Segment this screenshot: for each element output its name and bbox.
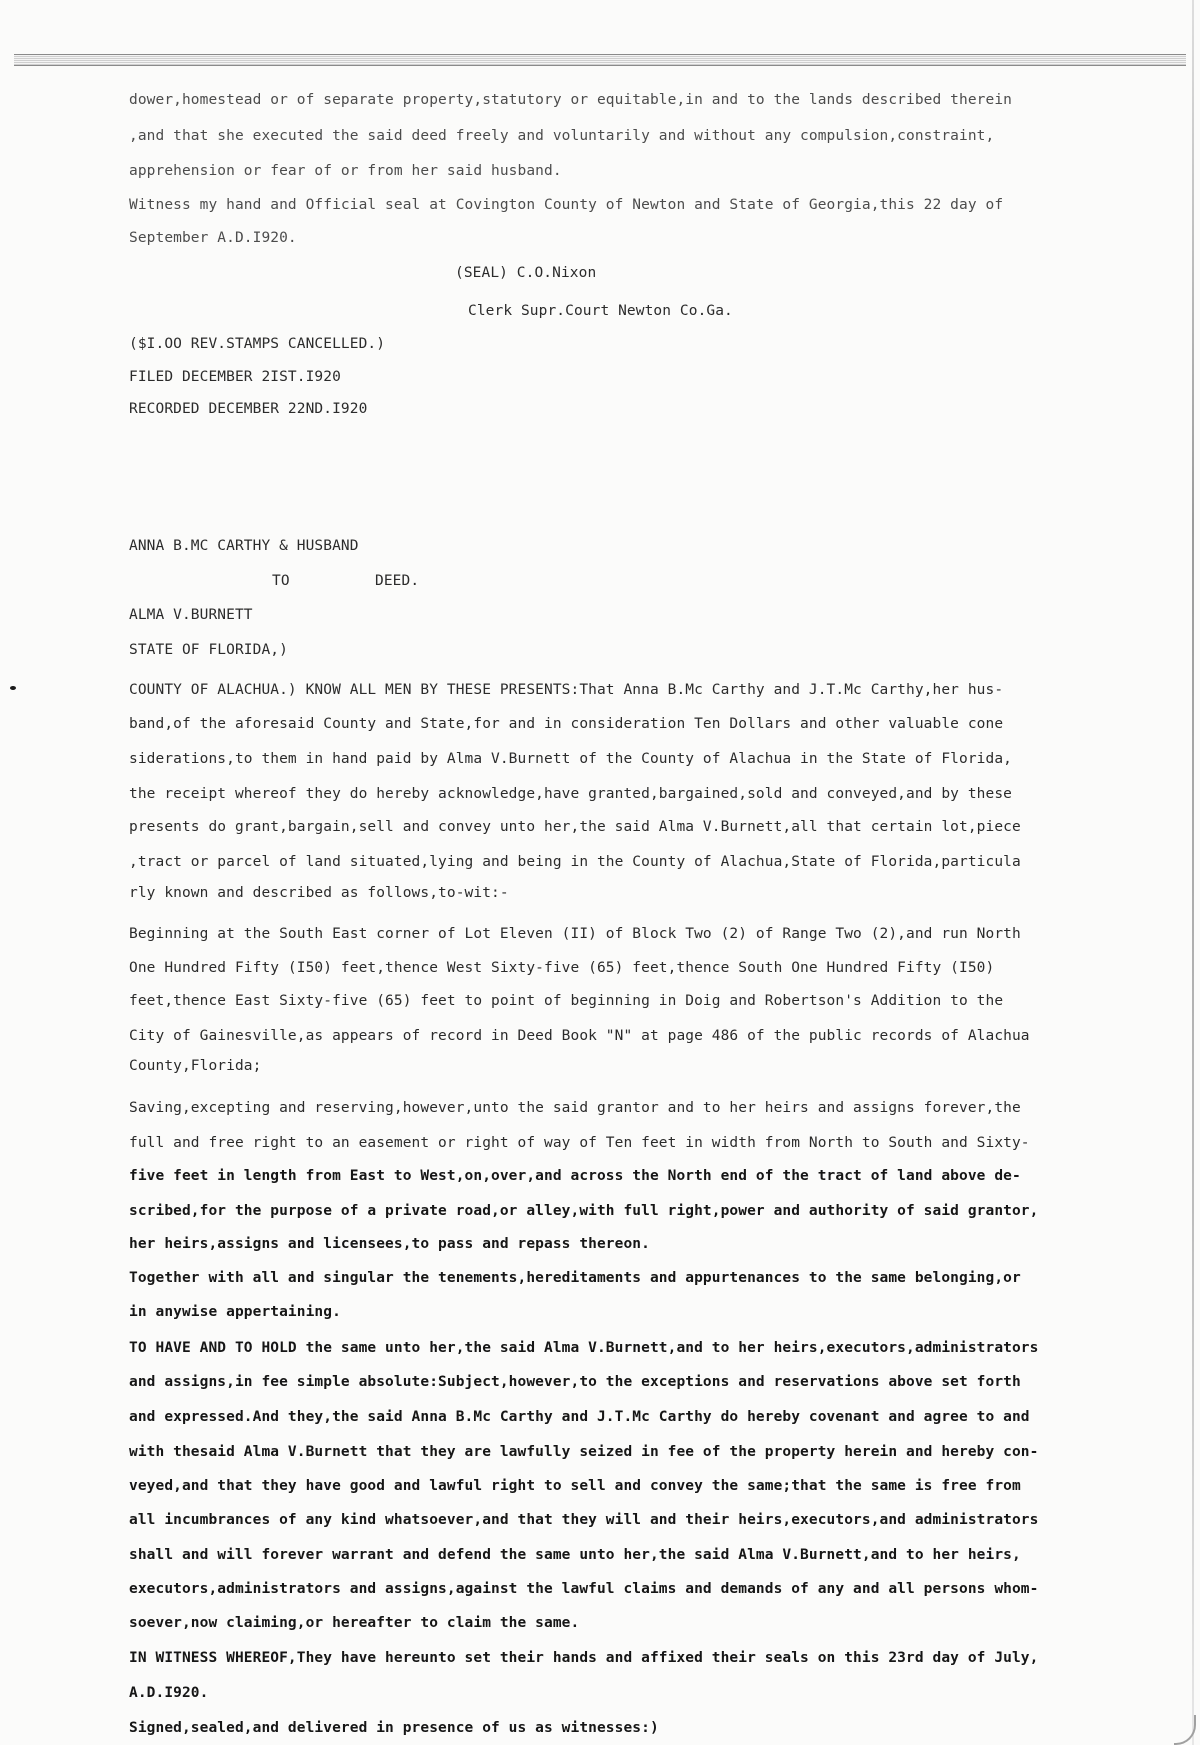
deed-type: DEED. <box>375 573 420 589</box>
body-line: County,Florida; <box>129 1058 262 1074</box>
ink-speck <box>10 686 16 690</box>
body-line: in anywise appertaining. <box>129 1304 341 1320</box>
body-line: band,of the aforesaid County and State,for and in consideration Ten Dollars and other valuable cone <box>129 716 1004 732</box>
body-line: ,tract or parcel of land situated,lying and being in the County of Alachua,State of Florida,particula <box>129 854 1021 870</box>
document-line: apprehension or fear of or from her said husband. <box>129 163 562 179</box>
body-line: Together with all and singular the tenements,hereditaments and appurtenances to the same belonging,or <box>129 1270 1021 1286</box>
body-line: Beginning at the South East corner of Lot Eleven (II) of Block Two (2) of Range Two (2),and run North <box>129 926 1021 942</box>
body-line: her heirs,assigns and licensees,to pass and repass thereon. <box>129 1236 650 1252</box>
document-line: Witness my hand and Official seal at Covington County of Newton and State of Georgia,this 22 day of <box>129 197 1004 213</box>
page-edge <box>1192 0 1194 1745</box>
body-line: One Hundred Fifty (I50) feet,thence West Sixty-five (65) feet,thence South One Hundred Fifty (I50) <box>129 960 995 976</box>
body-line: veyed,and that they have good and lawful right to sell and convey the same;that the same is free from <box>129 1478 1021 1494</box>
body-line: City of Gainesville,as appears of record in Deed Book "N" at page 486 of the public records of Alachua <box>129 1028 1030 1044</box>
signature-seal-line: (SEAL) C.O.Nixon <box>455 265 597 281</box>
body-line: A.D.I920. <box>129 1685 209 1701</box>
body-line: Saving,excepting and reserving,however,unto the said grantor and to her heirs and assigns forever,the <box>129 1100 1021 1116</box>
body-line: and expressed.And they,the said Anna B.Mc Carthy and J.T.Mc Carthy do hereby covenant and agree to and <box>129 1409 1030 1425</box>
body-line: COUNTY OF ALACHUA.) KNOW ALL MEN BY THESE PRESENTS:That Anna B.Mc Carthy and J.T.Mc Carthy,her hus- <box>129 682 1004 698</box>
body-line: presents do grant,bargain,sell and convey unto her,the said Alma V.Burnett,all that certain lot,piece <box>129 819 1021 835</box>
body-line: executors,administrators and assigns,against the lawful claims and demands of any and all persons whom- <box>129 1581 1039 1597</box>
document-line: September A.D.I920. <box>129 230 297 246</box>
body-line: siderations,to them in hand paid by Alma V.Burnett of the County of Alachua in the State of Florida, <box>129 751 1012 767</box>
body-line: rly known and described as follows,to-wit:- <box>129 885 509 901</box>
deed-state: STATE OF FLORIDA,) <box>129 642 288 658</box>
body-line: TO HAVE AND TO HOLD the same unto her,the said Alma V.Burnett,and to her heirs,executors,administrators <box>129 1340 1039 1356</box>
body-line: with thesaid Alma V.Burnett that they are lawfully seized in fee of the property herein and hereby con- <box>129 1444 1039 1460</box>
body-line: shall and will forever warrant and defend the same unto her,the said Alma V.Burnett,and to her heirs, <box>129 1547 1021 1563</box>
body-line: and assigns,in fee simple absolute:Subject,however,to the exceptions and reservations above set forth <box>129 1374 1021 1390</box>
body-line: feet,thence East Sixty-five (65) feet to point of beginning in Doig and Robertson's Addition to the <box>129 993 1004 1009</box>
body-line: five feet in length from East to West,on,over,and across the North end of the tract of land above de- <box>129 1168 1021 1184</box>
filing-line: RECORDED DECEMBER 22ND.I920 <box>129 401 368 417</box>
body-line: Signed,sealed,and delivered in presence of us as witnesses:) <box>129 1720 659 1736</box>
deed-grantor: ANNA B.MC CARTHY & HUSBAND <box>129 538 359 554</box>
filing-line: ($I.OO REV.STAMPS CANCELLED.) <box>129 336 386 352</box>
filing-line: FILED DECEMBER 2IST.I920 <box>129 369 341 385</box>
body-line: soever,now claiming,or hereafter to claim the same. <box>129 1615 580 1631</box>
header-rule <box>14 54 1186 66</box>
body-line: IN WITNESS WHEREOF,They have hereunto set their hands and affixed their seals on this 23rd day of July, <box>129 1650 1039 1666</box>
deed-grantee: ALMA V.BURNETT <box>129 607 253 623</box>
signature-title-line: Clerk Supr.Court Newton Co.Ga. <box>468 303 733 319</box>
body-line: all incumbrances of any kind whatsoever,and that they will and their heirs,executors,and administrators <box>129 1512 1039 1528</box>
body-line: scribed,for the purpose of a private road,or alley,with full right,power and authority of said grantor, <box>129 1203 1039 1219</box>
deed-to: TO <box>272 573 290 589</box>
document-line: ,and that she executed the said deed freely and voluntarily and without any compulsion,constraint, <box>129 128 995 144</box>
body-line: the receipt whereof they do hereby acknowledge,have granted,bargained,sold and conveyed,and by these <box>129 786 1012 802</box>
document-line: dower,homestead or of separate property,statutory or equitable,in and to the lands described therein <box>129 92 1012 108</box>
body-line: full and free right to an easement or right of way of Ten feet in width from North to South and Sixty- <box>129 1135 1030 1151</box>
